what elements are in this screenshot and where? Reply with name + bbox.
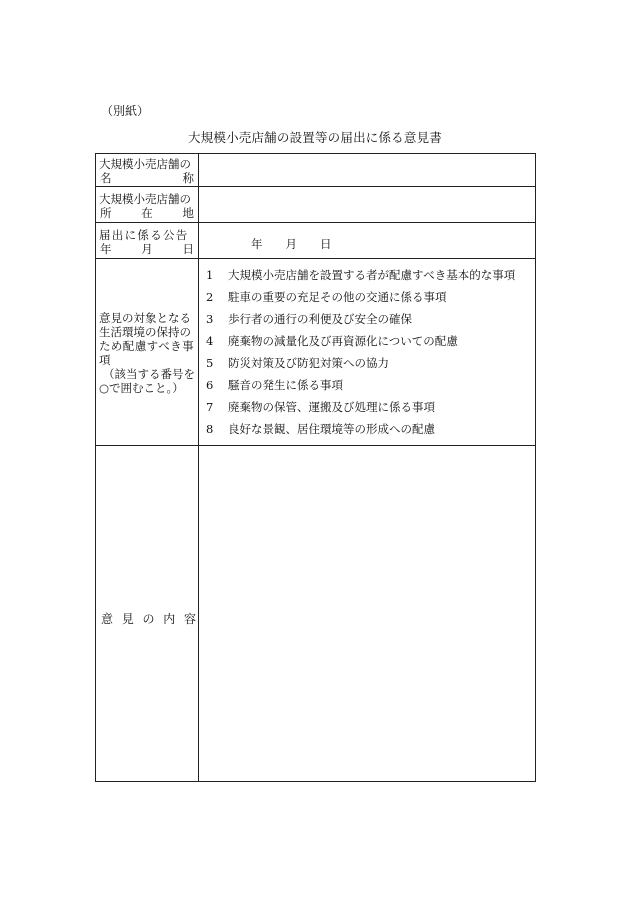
scope-item-7[interactable]: 7 廃棄物の保管、運搬及び処理に係る事項 — [206, 400, 435, 414]
scope-item-8[interactable]: 8 良好な景観、居住環境等の形成への配慮 — [206, 422, 435, 436]
scope-item-2[interactable]: 2 駐車の重要の充足その他の交通に係る事項 — [206, 290, 447, 304]
scope-item-6[interactable]: 6 騒音の発生に係る事項 — [206, 378, 343, 392]
scope-label: 意見の対象となる 生活環境の保持の ため配慮すべき事 項 （該当する番号を ○で囲むこと。） — [99, 311, 195, 395]
scope-item-3[interactable]: 3 歩行者の通行の利便及び安全の確保 — [206, 312, 412, 326]
scope-item-5[interactable]: 5 防災対策及び防犯対策への協力 — [206, 356, 389, 370]
form-title: 大規模小売店舗の設置等の届出に係る意見書 — [187, 130, 442, 145]
store-location-field[interactable] — [199, 187, 535, 222]
opinion-content-label: 意 見 の 内 容 — [101, 612, 196, 626]
scope-item-4[interactable]: 4 廃棄物の減量化及び再資源化についての配慮 — [206, 334, 458, 348]
scope-items-list — [206, 268, 531, 444]
opinion-content-field[interactable] — [199, 446, 535, 781]
notice-date-label: 届出に係る公告 年 月 日 — [99, 228, 194, 256]
row-divider — [96, 258, 535, 259]
notice-date-value[interactable]: 年 月 日 — [251, 237, 332, 251]
store-name-field[interactable] — [199, 154, 535, 186]
scope-item-1[interactable]: 1 大規模小売店舗を設置する者が配慮すべき基本的な事項 — [206, 268, 516, 282]
attachment-note: （別紙） — [101, 104, 150, 118]
opinion-form-table — [95, 153, 536, 782]
store-location-label: 大規模小売店舗の 所 在 地 — [99, 192, 194, 220]
row-divider — [96, 222, 535, 223]
store-name-label: 大規模小売店舗の 名 称 — [99, 157, 194, 185]
